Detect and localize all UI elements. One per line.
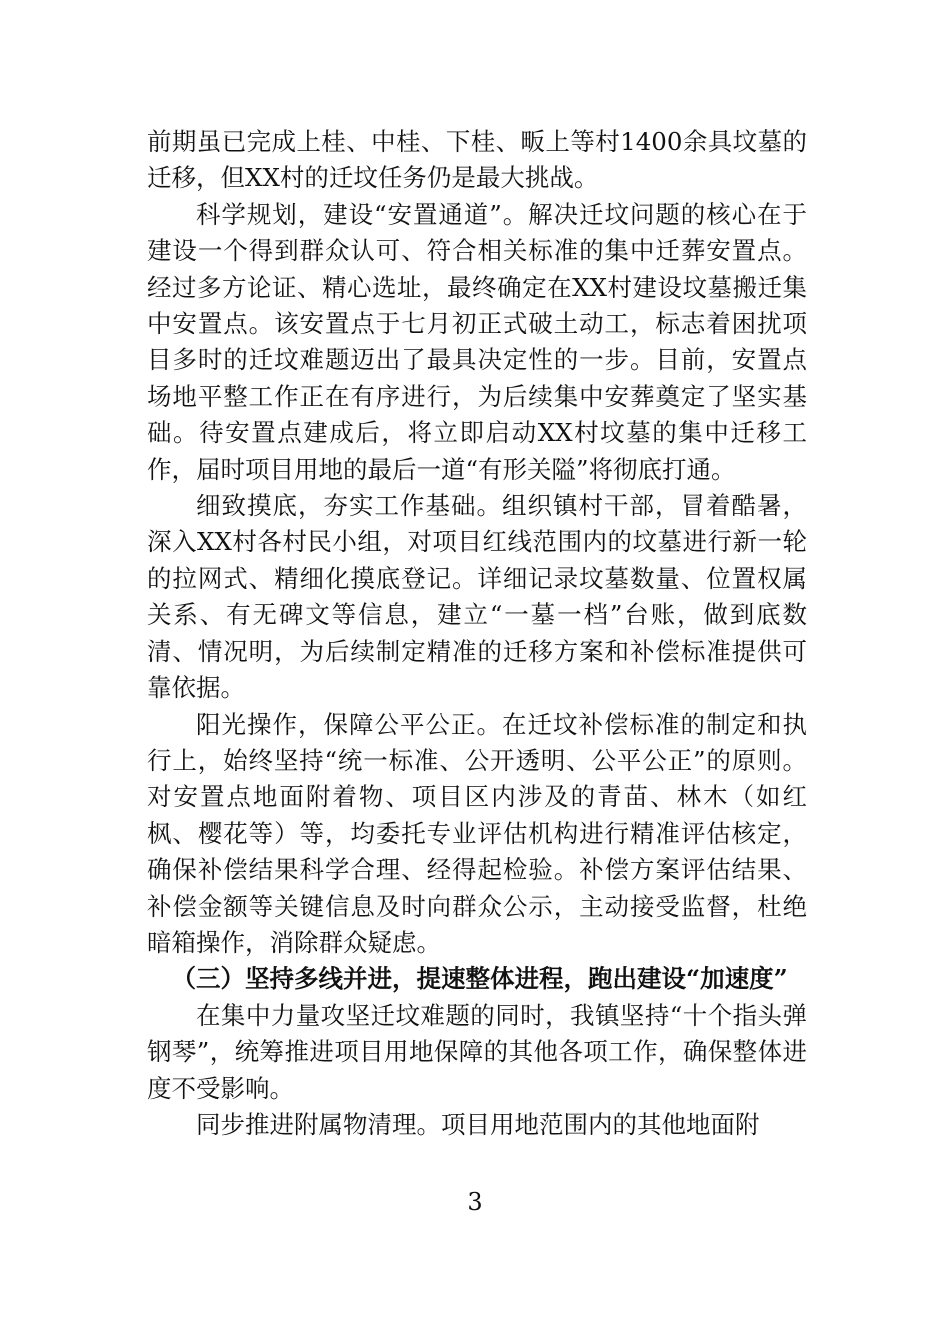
document-body: [147, 124, 807, 1143]
paragraph-multi-track: 在集中力量攻坚迁坟难题的同时，我镇坚持“十个指头弹钢琴”，统筹推进项目用地保障的其他各项工作，确保整体进度不受影响。: [147, 1000, 807, 1103]
section-heading-three: （三）坚持多线并进，提速整体进程，跑出建设“加速度”: [171, 964, 788, 994]
paragraph-transparent-operation: 阳光操作，保障公平公正。在迁坟补偿标准的制定和执行上，始终坚持“统一标准、公开透明、公平公正”的原则。对安置点地面附着物、项目区内涉及的青苗、林木（如红枫、樱花等）等，均委托专业评估机构进行精准评估核定，确保补偿结果科学合理、经得起检验。补偿方案评估结果、补偿金额等关键信息及时向群众公示，主动接受监督，杜绝暗箱操作，消除群众疑虑。: [147, 709, 807, 957]
paragraph-attachment-clearing: 同步推进附属物清理。项目用地范围内的其他地面附: [196, 1109, 760, 1139]
page-number: 3: [467, 1188, 483, 1216]
paragraph-resettlement-planning: 科学规划，建设“安置通道”。解决迁坟问题的核心在于建设一个得到群众认可、符合相关标准的集中迁葬安置点。经过多方论证、精心选址，最终确定在XX村建设坟墓搬迁集中安置点。该安置点于七月初正式破土动工，标志着困扰项目多时的迁坟难题迈出了最具决定性的一步。目前，安置点场地平整工作正在有序进行，为后续集中安葬奠定了坚实基础。待安置点建成后，将立即启动XX村坟墓的集中迁移工作，届时项目用地的最后一道“有形关隘”将彻底打通。: [147, 199, 807, 484]
paragraph-survey-registration: 细致摸底，夯实工作基础。组织镇村干部，冒着酷暑，深入XX村各村民小组，对项目红线范围内的坟墓进行新一轮的拉网式、精细化摸底登记。详细记录坟墓数量、位置权属关系、有无碑文等信息，建立“一墓一档”台账，做到底数清、情况明，为后续制定精准的迁移方案和补偿标准提供可靠依据。: [147, 491, 807, 703]
paragraph-continued: 前期虽已完成上桂、中桂、下桂、畈上等村1400余具坟墓的迁移，但XX村的迁坟任务仍是最大挑战。: [147, 127, 807, 193]
